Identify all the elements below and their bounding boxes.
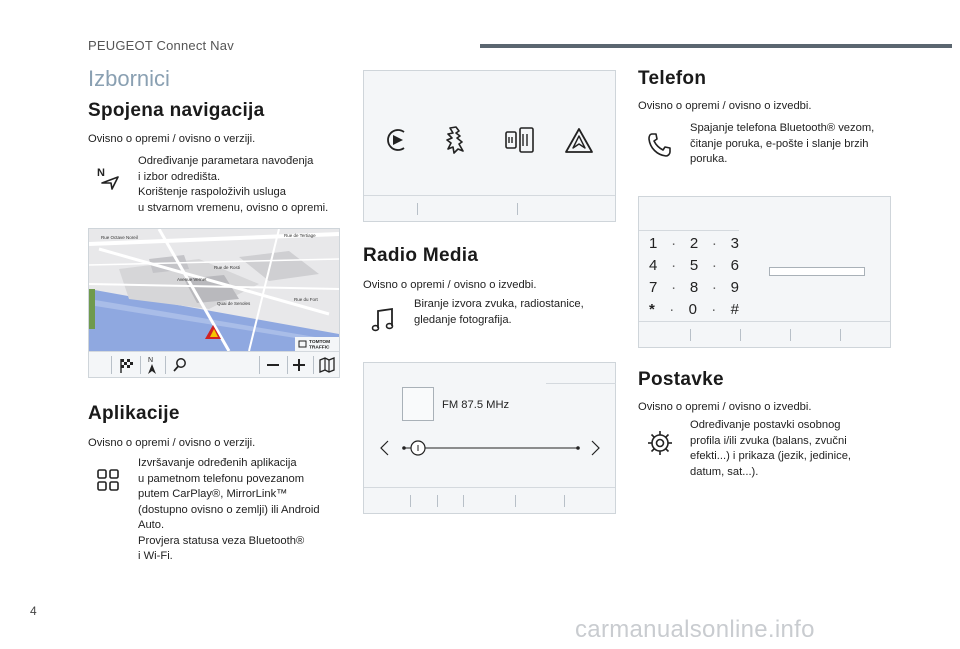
toolbar-separator — [437, 495, 438, 507]
svg-text:N: N — [148, 357, 154, 364]
toolbar-separator — [463, 495, 464, 507]
zoom-out-icon[interactable] — [265, 357, 281, 373]
toolbar-separator — [564, 495, 565, 507]
keypad-key[interactable]: 8 — [689, 279, 699, 296]
peugeot-lion-icon[interactable] — [442, 125, 468, 155]
phone-description: Spajanje telefona Bluetooth® vezom, čitanje poruka, e-pošte i slanje brzih poruka. — [690, 122, 875, 165]
navigation-description: Određivanje parametara navođenja i izbor odredišta. Korištenje raspoloživih usluga u stvarnom vremenu, ovisno o opremi. — [138, 155, 329, 214]
keypad-key[interactable]: 5 — [689, 257, 699, 274]
compass-icon[interactable] — [145, 355, 159, 375]
navigation-arrow-icon — [96, 165, 122, 191]
toolbar-separator — [165, 356, 166, 374]
music-note-icon — [370, 306, 398, 334]
screen-separator — [364, 487, 615, 488]
screen-separator — [364, 195, 615, 196]
watermark: carmanualsonline.info — [575, 616, 815, 643]
next-station-icon[interactable] — [590, 439, 602, 457]
keypad-key[interactable]: 9 — [730, 279, 739, 296]
toolbar-separator — [417, 203, 418, 215]
toolbar-separator — [690, 329, 691, 341]
phone-subtitle: Ovisno o opremi / ovisno o izvedbi. — [638, 100, 812, 112]
running-header: PEUGEOT Connect Nav — [88, 38, 234, 53]
toolbar-separator — [515, 495, 516, 507]
keypad-row: 4 · 5 · 6 — [649, 255, 739, 277]
settings-description: Određivanje postavki osobnog profila i/ili zvuka (balans, zvučni efekti...) i prikaza (jezik, jedinice, datum, sat...). — [690, 419, 852, 478]
screen-separator — [639, 321, 890, 322]
navigation-heading: Spojena navigacija — [88, 100, 265, 121]
keypad-key[interactable]: 7 — [649, 279, 658, 296]
keypad-row: * · 0 · # — [649, 299, 739, 321]
navigation-map — [89, 229, 339, 351]
radio-screen — [363, 362, 616, 514]
gear-icon — [645, 428, 675, 458]
toolbar-separator — [517, 203, 518, 215]
radio-subtitle: Ovisno o opremi / ovisno o izvedbi. — [363, 279, 537, 291]
street-label: Quai de Senoles — [217, 301, 251, 306]
toolbar-separator — [790, 329, 791, 341]
keypad-key[interactable]: # — [730, 301, 739, 318]
carplay-icon[interactable] — [384, 127, 410, 153]
apps-heading: Aplikacije — [88, 403, 180, 424]
toolbar-separator — [840, 329, 841, 341]
toolbar-separator — [259, 356, 260, 374]
page-number: 4 — [30, 604, 37, 618]
section-title: Izbornici — [88, 66, 170, 91]
navigation-toolbar — [89, 351, 339, 377]
keypad-key[interactable]: 0 — [688, 301, 697, 318]
apps-subtitle: Ovisno o opremi / ovisno o verziji. — [88, 437, 256, 449]
radio-description: Biranje izvora zvuka, radiostanice, gledanje fotografija. — [414, 298, 584, 326]
toolbar-separator — [287, 356, 288, 374]
phone-handset-icon — [646, 131, 674, 159]
keypad-key[interactable]: 4 — [649, 257, 658, 274]
screen-separator — [546, 383, 616, 384]
phone-screen — [638, 196, 891, 348]
street-label: Rue Octave Noreil — [101, 235, 138, 240]
keypad-key[interactable]: 3 — [730, 235, 739, 252]
keypad-key[interactable]: * — [649, 301, 655, 318]
mirrorlink-icon[interactable] — [504, 125, 536, 155]
dial-keypad — [649, 233, 739, 321]
apps-grid-icon — [96, 468, 120, 492]
previous-station-icon[interactable] — [378, 439, 390, 457]
tomtom-traffic-badge — [295, 337, 339, 351]
station-artwork — [402, 387, 434, 421]
street-label: Rue de Rosti — [214, 265, 241, 270]
apps-description: Izvršavanje određenih aplikacija u pametnom telefonu povezanom putem CarPlay®, MirrorLink™ (dostupno ovisno o zemlji) ili Android Auto. Provjera statusa veza Bluetooth® i Wi-Fi. — [138, 457, 320, 562]
svg-text:N: N — [97, 167, 105, 179]
keypad-key[interactable]: 1 — [649, 235, 658, 252]
navigation-subtitle: Ovisno o opremi / ovisno o verziji. — [88, 133, 256, 145]
toolbar-separator — [313, 356, 314, 374]
keypad-key[interactable]: 6 — [730, 257, 739, 274]
svg-text:TOMTOM: TOMTOM — [309, 340, 331, 345]
header-bar — [480, 44, 952, 48]
street-label: Rue du Fort — [294, 297, 318, 302]
toolbar-separator — [111, 356, 112, 374]
phone-heading: Telefon — [638, 68, 707, 89]
search-icon[interactable] — [172, 357, 188, 373]
toolbar-separator — [410, 495, 411, 507]
radio-heading: Radio Media — [363, 245, 479, 266]
settings-heading: Postavke — [638, 369, 724, 390]
keypad-row: 1 · 2 · 3 — [649, 233, 739, 255]
street-label: Rue de Tertiage — [284, 233, 316, 238]
keypad-key[interactable]: 2 — [689, 235, 699, 252]
svg-text:TRAFFIC: TRAFFIC — [309, 345, 330, 351]
settings-subtitle: Ovisno o opremi / ovisno o izvedbi. — [638, 401, 812, 413]
keypad-row: 7 · 8 · 9 — [649, 277, 739, 299]
screen-separator — [639, 230, 739, 231]
map-view-icon[interactable] — [318, 356, 336, 374]
street-label: Avenue Vernet — [177, 277, 207, 282]
navigation-screen — [88, 228, 340, 378]
toolbar-separator — [140, 356, 141, 374]
apps-screen — [363, 70, 616, 222]
station-frequency: FM 87.5 MHz — [442, 399, 510, 411]
frequency-slider[interactable] — [400, 437, 582, 459]
number-display-field[interactable] — [769, 267, 865, 276]
toolbar-separator — [740, 329, 741, 341]
zoom-in-icon[interactable] — [291, 357, 307, 373]
android-auto-icon[interactable] — [564, 127, 594, 155]
destination-flag-icon[interactable] — [119, 357, 135, 373]
